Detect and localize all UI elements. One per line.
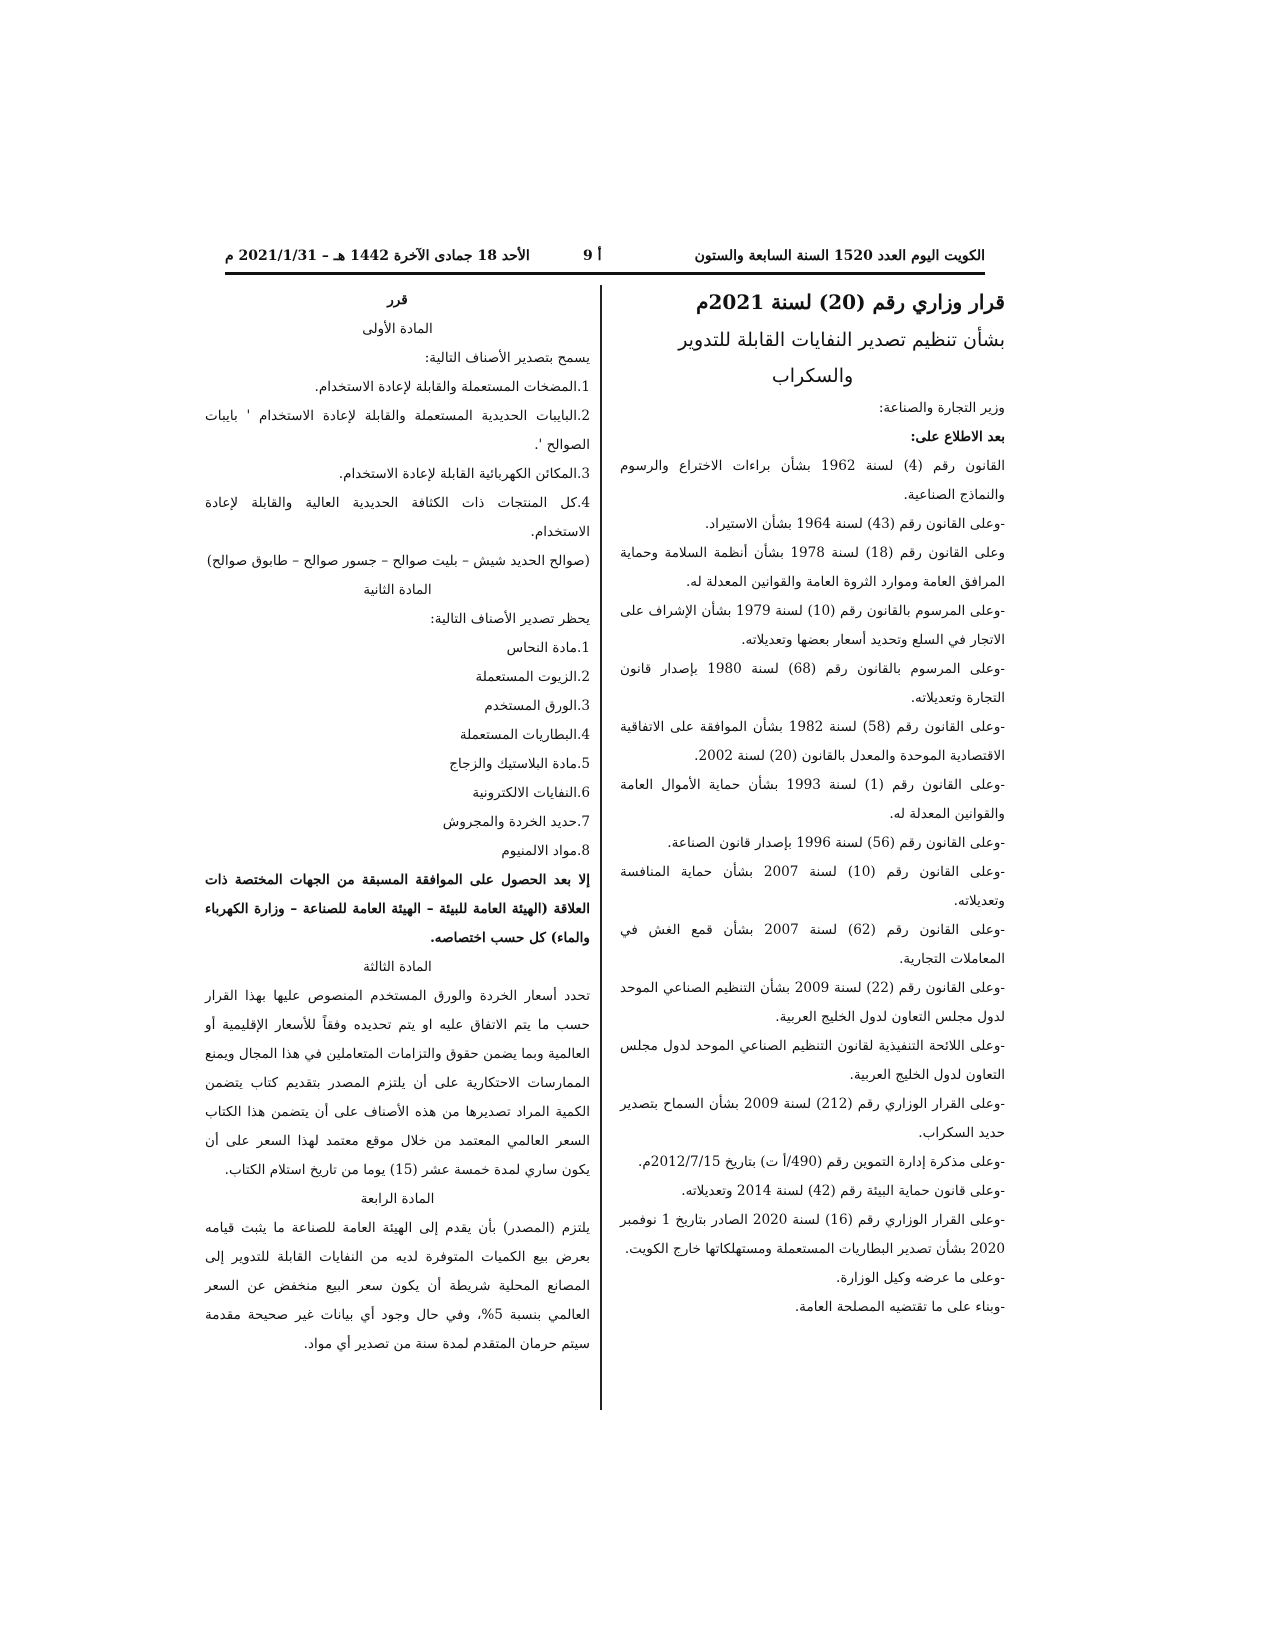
- article-2-item: 5.مادة البلاستيك والزجاج: [449, 756, 590, 772]
- article-2-item: 6.النفايات الالكترونية: [472, 785, 590, 801]
- clause: -وعلى ما عرضه وكيل الوزارة.: [836, 1270, 1005, 1286]
- decree-title: قرار وزاري رقم (20) لسنة 2021م: [696, 290, 1005, 314]
- clause: -وعلى القانون رقم (58) لسنة 1982 بشأن الموافقة على الاتفاقية الاقتصادية الموحدة والمعدل بالقانون (20) لسنة 2002.: [620, 719, 1005, 764]
- article-2-intro: يحظر تصدير الأصناف التالية:: [430, 611, 590, 627]
- clause: -وعلى القرار الوزاري رقم (16) لسنة 2020 الصادر بتاريخ 1 نوفمبر 2020 بشأن تصدير البطاريات المستعملة ومستهلكاتها خارج الكويت.: [620, 1212, 1006, 1257]
- clause: -وعلى القانون رقم (22) لسنة 2009 بشأن التنظيم الصناعي الموحد لدول مجلس التعاون لدول الخليج العربية.: [620, 980, 1006, 1025]
- clause: -وعلى اللائحة التنفيذية لقانون التنظيم الصناعي الموحد لدول مجلس التعاون لدول الخليج العربية.: [620, 1038, 1005, 1083]
- article-1-item: 2.البايبات الحديدية المستعملة والقابلة لإعادة الاستخدام ' بايبات الصوالح '.: [205, 408, 590, 453]
- left-column: [205, 286, 590, 1359]
- minister-line: وزير التجارة والصناعة:: [878, 400, 1005, 416]
- article-1-item: 4.كل المنتجات ذات الكثافة الحديدية العالية والقابلة لإعادة الاستخدام.: [205, 495, 590, 540]
- article-2-footer: إلا بعد الحصول على الموافقة المسبقة من الجهات المختصة ذات العلاقة (الهيئة العامة للبيئة – الهيئة العامة للصناعة – وزارة الكهرباء والماء) كل حسب اختصاصه.: [205, 872, 590, 946]
- article-4-text: يلتزم (المصدر) بأن يقدم إلى الهيئة العامة للصناعة ما يثبت قيامه بعرض بيع الكميات المتوفرة لديه من النفايات القابلة للتدوير إلى المصانع المحلية شريطة أن يكون سعر البيع منخفض عن السعر العالمي بنسبة 5%، وفي حال وجود أي بيانات غير صحيحة مقدمة سيتم حرمان المتقدم لمدة سنة من تصدير أي مواد.: [205, 1220, 590, 1352]
- article-2-item: 2.الزيوت المستعملة: [475, 669, 590, 685]
- decided-heading: قرر: [387, 292, 408, 308]
- clause: -وعلى القانون رقم (10) لسنة 2007 بشأن حماية المنافسة وتعديلاته.: [620, 864, 1006, 909]
- article-2-item: 1.مادة النحاس: [506, 640, 590, 656]
- right-column: [620, 286, 1005, 1322]
- clause: -وعلى القانون رقم (43) لسنة 1964 بشأن الاستيراد.: [704, 516, 1005, 532]
- header-rule: [225, 272, 985, 275]
- article-4-title: المادة الرابعة: [360, 1191, 435, 1207]
- gazette-issue: الكويت اليوم العدد 1520 السنة السابعة والستون: [694, 248, 985, 264]
- after-review-line: بعد الاطلاع على:: [910, 429, 1005, 445]
- page-number: أ 9: [583, 248, 602, 264]
- article-2-item: 8.مواد الالمنيوم: [501, 843, 590, 859]
- clause: -وعلى مذكرة إدارة التموين رقم (490/أ ت) بتاريخ 2012/7/15م.: [638, 1154, 1005, 1170]
- article-2-item: 4.البطاريات المستعملة: [459, 727, 590, 743]
- clause: القانون رقم (4) لسنة 1962 بشأن براءات الاختراع والرسوم والنماذج الصناعية.: [620, 458, 1005, 503]
- decree-subtitle-cont: والسكراب: [771, 365, 854, 387]
- decree-subtitle: بشأن تنظيم تصدير النفايات القابلة للتدوير: [678, 329, 1005, 351]
- article-1-item: 1.المضخات المستعملة والقابلة لإعادة الاستخدام.: [314, 379, 590, 395]
- clause: -وعلى القانون رقم (62) لسنة 2007 بشأن قمع الغش في المعاملات التجارية.: [620, 922, 1005, 967]
- clause: -وعلى القانون رقم (1) لسنة 1993 بشأن حماية الأموال العامة والقوانين المعدلة له.: [620, 777, 1006, 822]
- clause: -وبناء على ما تقتضيه المصلحة العامة.: [794, 1299, 1005, 1315]
- article-1-item: 3.المكائن الكهربائية القابلة لإعادة الاستخدام.: [338, 466, 590, 482]
- clause: -وعلى قانون حماية البيئة رقم (42) لسنة 2014 وتعديلاته.: [681, 1183, 1005, 1199]
- article-2-item: 3.الورق المستخدم: [484, 698, 590, 714]
- article-2-title: المادة الثانية: [363, 582, 432, 598]
- clause: -وعلى المرسوم بالقانون رقم (68) لسنة 1980 بإصدار قانون التجارة وتعديلاته.: [620, 661, 1005, 706]
- article-1-item: (صوالح الحديد شيش – بليت صوالح – جسور صوالح – طابوق صوالح): [206, 553, 590, 569]
- clause: -وعلى القانون رقم (56) لسنة 1996 بإصدار قانون الصناعة.: [667, 835, 1005, 851]
- clause: -وعلى المرسوم بالقانون رقم (10) لسنة 1979 بشأن الإشراف على الاتجار في السلع وتحديد أسعار بعضها وتعديلاته.: [620, 603, 1005, 648]
- article-1-title: المادة الأولى: [362, 321, 433, 337]
- column-divider: [600, 285, 602, 1410]
- issue-date: الأحد 18 جمادى الآخرة 1442 هـ – 2021/1/31 م: [225, 248, 530, 264]
- clause: -وعلى القرار الوزاري رقم (212) لسنة 2009 بشأن السماح بتصدير حديد السكراب.: [620, 1096, 1006, 1141]
- article-2-item: 7.حديد الخردة والمجروش: [442, 814, 590, 830]
- article-1-intro: يسمح بتصدير الأصناف التالية:: [424, 350, 590, 366]
- article-3-title: المادة الثالثة: [363, 959, 432, 975]
- page-header: [225, 244, 985, 268]
- clause: وعلى القانون رقم (18) لسنة 1978 بشأن أنظمة السلامة وحماية المرافق العامة وموارد الثروة العامة والقوانين المعدلة له.: [620, 545, 1006, 590]
- article-3-text: تحدد أسعار الخردة والورق المستخدم المنصوص عليها بهذا القرار حسب ما يتم الاتفاق عليه او يتم تحديده وفقاً للأسعار الإقليمية أو العالمية وبما يضمن حقوق والتزامات المتعاملين في هذا المجال ويمنع الممارسات الاحتكارية على أن يلتزم المصدر بتقديم كتاب يتضمن الكمية المراد تصديرها من هذه الأصناف على أن يتضمن هذا الكتاب السعر العالمي المعتمد من خلال موقع معتمد لهذا السعر على أن يكون ساري لمدة خمسة عشر (15) يوما من تاريخ استلام الكتاب.: [205, 988, 590, 1178]
